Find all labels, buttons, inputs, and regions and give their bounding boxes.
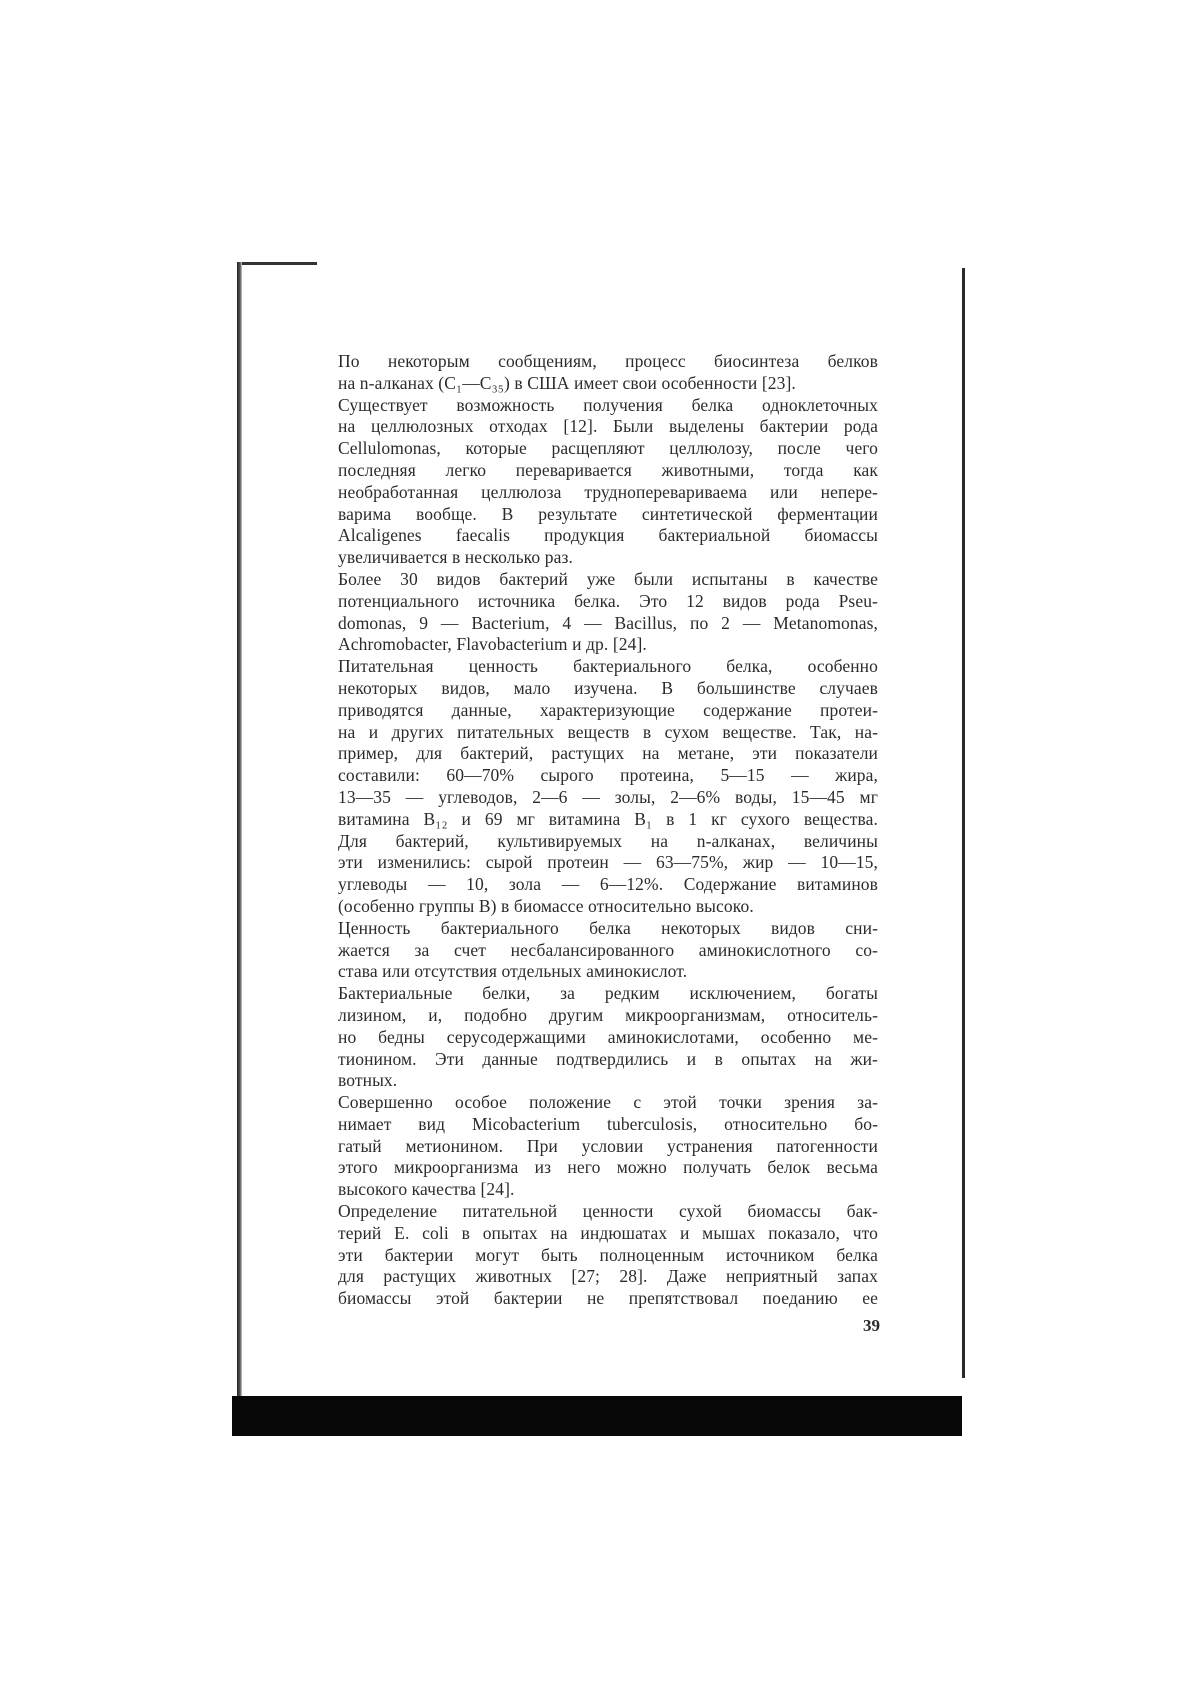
text-line: Совершенно особое положение с этой точки зрения за- (338, 1092, 878, 1113)
text-line: на целлюлозных отходах [12]. Были выделены бактерии рода (338, 416, 878, 437)
text-line: высокого качества [24]. (338, 1179, 515, 1200)
text-line: терий E. coli в опытах на индюшатах и мышах показало, что (338, 1222, 878, 1243)
text-line: биомассы этой бактерии не препятствовал поеданию ее (338, 1288, 878, 1309)
text-line: (особенно группы B) в биомассе относительно высоко. (338, 895, 754, 916)
text-line: увеличивается в несколько раз. (338, 547, 573, 568)
text-line: необработанная целлюлоза трудноперевариваема или непере- (338, 481, 878, 502)
scan-edge-right (962, 268, 965, 1378)
text-line: потенциального источника белка. Это 12 видов рода Pseu- (338, 590, 878, 611)
scan-edge-left (237, 262, 242, 1436)
page-body-text (338, 351, 878, 1310)
text-line: Ценность бактериального белка некоторых видов сни- (338, 917, 878, 938)
text-line: По некоторым сообщениям, процесс биосинтеза белков (338, 351, 878, 371)
text-line: некоторых видов, мало изучена. В большинстве случаев (338, 677, 878, 698)
text-line: Питательная ценность бактериального белка, особенно (338, 656, 878, 677)
text-line: последняя легко переваривается животными, тогда как (338, 459, 878, 480)
scan-edge-bottom (232, 1396, 962, 1436)
text-line: варима вообще. В результате синтетической ферментации (338, 503, 878, 524)
text-line: Более 30 видов бактерий уже были испытаны в качестве (338, 568, 878, 589)
text-line: Бактериальные белки, за редким исключением, богаты (338, 983, 878, 1004)
text-line: этого микроорганизма из него можно получать белок весьма (338, 1157, 878, 1178)
text-line: на n-алканах (C₁—C₃₅) в США имеет свои особенности [23]. (338, 372, 796, 393)
text-line: эти бактерии могут быть полноценным источником белка (338, 1244, 878, 1265)
text-line: Определение питательной ценности сухой биомассы бак- (338, 1201, 878, 1222)
text-line: Для бактерий, культивируемых на n-алканах, величины (338, 830, 878, 851)
text-line: приводятся данные, характеризующие содержание протеи- (338, 699, 878, 720)
text-line: углеводы — 10, зола — 6—12%. Содержание витаминов (338, 874, 878, 895)
text-line: составили: 60—70% сырого протеина, 5—15 — жира, (338, 765, 878, 786)
text-line: Alcaligenes faecalis продукция бактериальной биомассы (338, 525, 878, 546)
text-line: вотных. (338, 1070, 398, 1091)
text-line: Существует возможность получения белка одноклеточных (338, 394, 878, 415)
text-line: Achromobacter, Flavobacterium и др. [24]. (338, 634, 647, 655)
text-line: става или отсутствия отдельных аминокислот. (338, 961, 688, 982)
text-line: витамина B₁₂ и 69 мг витамина B₁ в 1 кг сухого вещества. (338, 808, 878, 829)
text-line: жается за счет несбалансированного аминокислотного со- (338, 939, 878, 960)
text-line: пример, для бактерий, растущих на метане, эти показатели (338, 743, 878, 764)
text-line: гатый метионином. При условии устранения патогенности (338, 1135, 878, 1156)
text-line: лизином, и, подобно другим микроорганизмам, относитель- (338, 1004, 878, 1025)
text-line: 13—35 — углеводов, 2—6 — золы, 2—6% воды, 15—45 мг (338, 786, 878, 807)
scan-edge-top (237, 262, 317, 265)
text-line: эти изменились: сырой протеин — 63—75%, жир — 10—15, (338, 852, 878, 873)
text-line: но бедны серусодержащими аминокислотами, особенно ме- (338, 1026, 878, 1047)
text-line: на и других питательных веществ в сухом веществе. Так, на- (338, 721, 878, 742)
page-number: 39 (863, 1316, 880, 1335)
text-line: нимает вид Micobacterium tuberculosis, относительно бо- (338, 1113, 878, 1134)
text-line: для растущих животных [27; 28]. Даже неприятный запах (338, 1266, 878, 1287)
text-line: Cellulomonas, которые расщепляют целлюлозу, после чего (338, 438, 878, 459)
text-line: domonas, 9 — Bacterium, 4 — Bacillus, по 2 — Metanomonas, (338, 612, 878, 633)
text-line: тионином. Эти данные подтвердились и в опытах на жи- (338, 1048, 878, 1069)
